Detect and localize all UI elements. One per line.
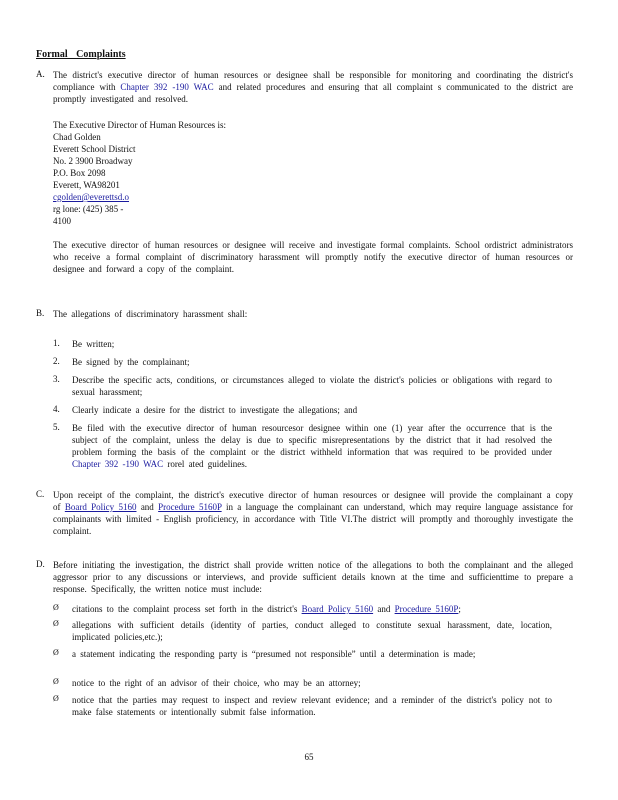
board-policy-link[interactable]: Board Policy 5160 <box>301 604 374 614</box>
chapter-link[interactable]: Chapter 392 -190 WAC <box>120 82 214 92</box>
contact-block <box>53 119 573 227</box>
section-heading: Formal Complaints <box>36 49 126 60</box>
section-letter: A. <box>36 69 45 79</box>
procedure-link[interactable]: Procedure 5160P <box>394 604 459 614</box>
section-d-intro: Before initiating the investigation, the district shall provide written notice of the allegations to both the complainant and the alleged aggressor prior to any discussions or interviews, and provide sufficient details known at the time and sufficienttime to prepare a response. Specifically, the written notice must include: <box>53 560 573 594</box>
section-a-paragraph-1: The district's executive director of human resources or designee shall be responsible for monitoring and coordinating the district's compliance with Chapter 392 -190 WAC and related procedures and ensuring that all complaint s communicated to the district are promptly investigated and resolved. <box>53 70 574 104</box>
contact-org: Everett School District <box>53 144 136 154</box>
page-number: 65 <box>304 752 314 762</box>
board-policy-link[interactable]: Board Policy 5160 <box>64 502 137 512</box>
contact-pobox: P.O. Box 2098 <box>53 168 106 178</box>
contact-street: No. 2 3900 Broadway <box>53 156 133 166</box>
bullet-icon: Ø <box>53 648 59 657</box>
contact-name: Chad Golden <box>53 132 101 142</box>
bullet-icon: Ø <box>53 694 59 703</box>
section-letter: D. <box>36 559 45 569</box>
bullet-icon: Ø <box>53 619 59 628</box>
contact-phone: rg lone: (425) 385 - <box>53 204 124 214</box>
contact-email-link[interactable]: cgolden@everettsd.o <box>53 192 130 202</box>
section-a-paragraph-2: The executive director of human resources or designee will receive and investigate formal complaints. School ordistrict administrators who receive a formal complaint of discriminatory harassment will promptly notify the executive director of human resources or designee and forward a copy of the complaint. <box>53 240 573 274</box>
procedure-link[interactable]: Procedure 5160P <box>158 502 222 512</box>
section-b-intro: The allegations of discriminatory harassment shall: <box>53 309 248 319</box>
contact-city: Everett, WA98201 <box>53 180 120 190</box>
bullet-icon: Ø <box>53 603 59 612</box>
contact-phone-end: 4100 <box>53 216 71 226</box>
section-letter: B. <box>36 308 45 318</box>
section-letter: C. <box>36 489 45 499</box>
section-c-paragraph: Upon receipt of the complaint, the district's executive director of human resources or designee will provide the complainant a copy of Board Policy 5160 and Procedure 5160P in a language the complainant can understand, which may require language assistance for complainants with limited - English proficiency, in accordance with Title VI.The district will promptly and thoroughly investigate the complaint. <box>53 490 573 536</box>
contact-intro: The Executive Director of Human Resources is: <box>53 120 226 130</box>
bullet-icon: Ø <box>53 677 59 686</box>
chapter-link[interactable]: Chapter 392 -190 WAC <box>72 459 164 469</box>
document-page: Formal Complaints A. The district's executive director of human resources or designee shall be responsible for monitoring and coordinating the district's compliance with Chapter 392 -190 WAC and related procedures and ensuring that all complaint s communicated to the district are promptly investigated and resolved. The Executive Director of Human Resources is: Chad Golden Everett School District No. 2 3900 Broadway P.O. Box 2098 Everett, WA98201 cgolden@everettsd.o rg lone: (425) 385 - 4100 The executive director of human resources or designee will receive and investigate formal complaints. School ordistrict administrators who receive a formal complaint of discriminatory harassment will promptly notify the executive director of human resources or designee and forward a copy of the complaint. B. The allegations of discriminatory harassment shall: 1. Be written; 2. Be signed by the complainant; 3. Describe the specific acts, conditions, or circumstances alleged to violate the district's policies or obligations with regard to sexual harassment; 4. Clearly indicate a desire for the district to investigate the allegations; and 5. Be filed with the executive director of human resourcesor designee within one (1) year after the occurrence that is the subject of the complaint, unless the delay is due to specific misrepresentations by the district that it had resolved the problem forming the basis of the complaint or the district withheld information that was required to be provided under Chapter 392 -190 WAC rorel ated guidelines. C. Upon receipt of the complaint, the district's executive director of human resources or designee will provide the complainant a copy of Board Policy 5160 and Procedure 5160P in a language the complainant can understand, which may require language assistance for complainants with limited - English proficiency, in accordance with Title VI.The district will promptly and thoroughly investigate the complaint. D. Before initiating the investigation, the district shall provide written notice of the allegations to both the complainant and the alleged aggressor prior to any discussions or interviews, and provide sufficient details known at the time and sufficienttime to prepare a response. Specifically, the written notice must include: Ø citations to the complaint process set forth in the district's Board Policy 5160 and Procedure 5160P; Ø allegations with sufficient details (identity of parties, conduct alleged to constitute sexual harassment, date, location, implicated policies,etc.); Ø a statement indicating the responding party is “presumed not responsible” until a determination is made; Ø notice to the right of an advisor of their choice, who may be an attorney; Ø notice that the parties may request to inspect and review relevant evidence; and a reminder of the district's policy not to make false statements or intentionally submit false information. 65 <box>0 0 618 800</box>
